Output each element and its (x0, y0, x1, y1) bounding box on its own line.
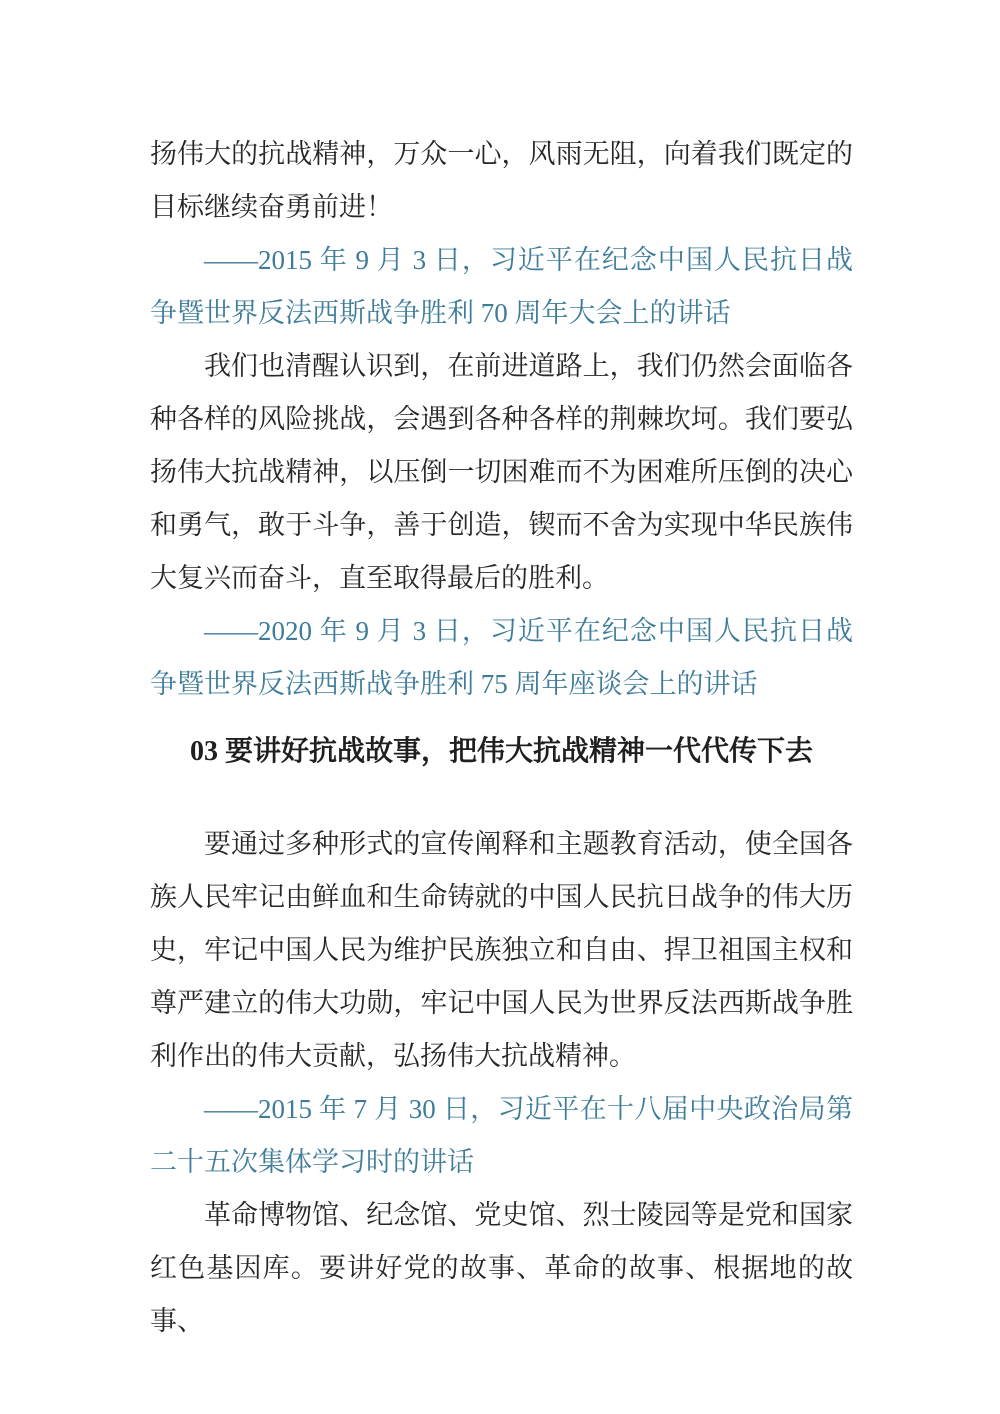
paragraph-continuation-victory-goal: 扬伟大的抗战精神，万众一心，风雨无阻，向着我们既定的目标继续奋勇前进！ (150, 139, 853, 222)
quote-citation-2015-jul-30: ——2015 年 7 月 30 日，习近平在十八届中央政治局第二十五次集体学习时的讲话 (150, 1094, 853, 1177)
section-heading-03: 03 要讲好抗战故事，把伟大抗战精神一代代传下去 (189, 736, 813, 767)
paragraph-red-gene-bank: 革命博物馆、纪念馆、党史馆、烈士陵园等是党和国家红色基因库。要讲好党的故事、革命的故事、根据地的故事、 (150, 1200, 853, 1336)
quote-citation-2020-sep-3: ——2020 年 9 月 3 日，习近平在纪念中国人民抗日战争暨世界反法西斯战争胜利 75 周年座谈会上的讲话 (150, 616, 853, 699)
quote-citation-2015-sep-3: ——2015 年 9 月 3 日，习近平在纪念中国人民抗日战争暨世界反法西斯战争胜利 70 周年大会上的讲话 (150, 245, 853, 328)
paragraph-propaganda-education: 要通过多种形式的宣传阐释和主题教育活动，使全国各族人民牢记由鲜血和生命铸就的中国人民抗日战争的伟大历史，牢记中国人民为维护民族独立和自由、捍卫祖国主权和尊严建立的伟大功勋，牢记中国人民为世界反法西斯战争胜利作出的伟大贡献，弘扬伟大抗战精神。 (150, 829, 853, 1071)
paragraph-risks-and-challenges: 我们也清醒认识到，在前进道路上，我们仍然会面临各种各样的风险挑战，会遇到各种各样的荆棘坎坷。我们要弘扬伟大抗战精神，以压倒一切困难而不为困难所压倒的决心和勇气，敢于斗争，善于创造，锲而不舍为实现中华民族伟大复兴而奋斗，直至取得最后的胜利。 (150, 351, 853, 593)
